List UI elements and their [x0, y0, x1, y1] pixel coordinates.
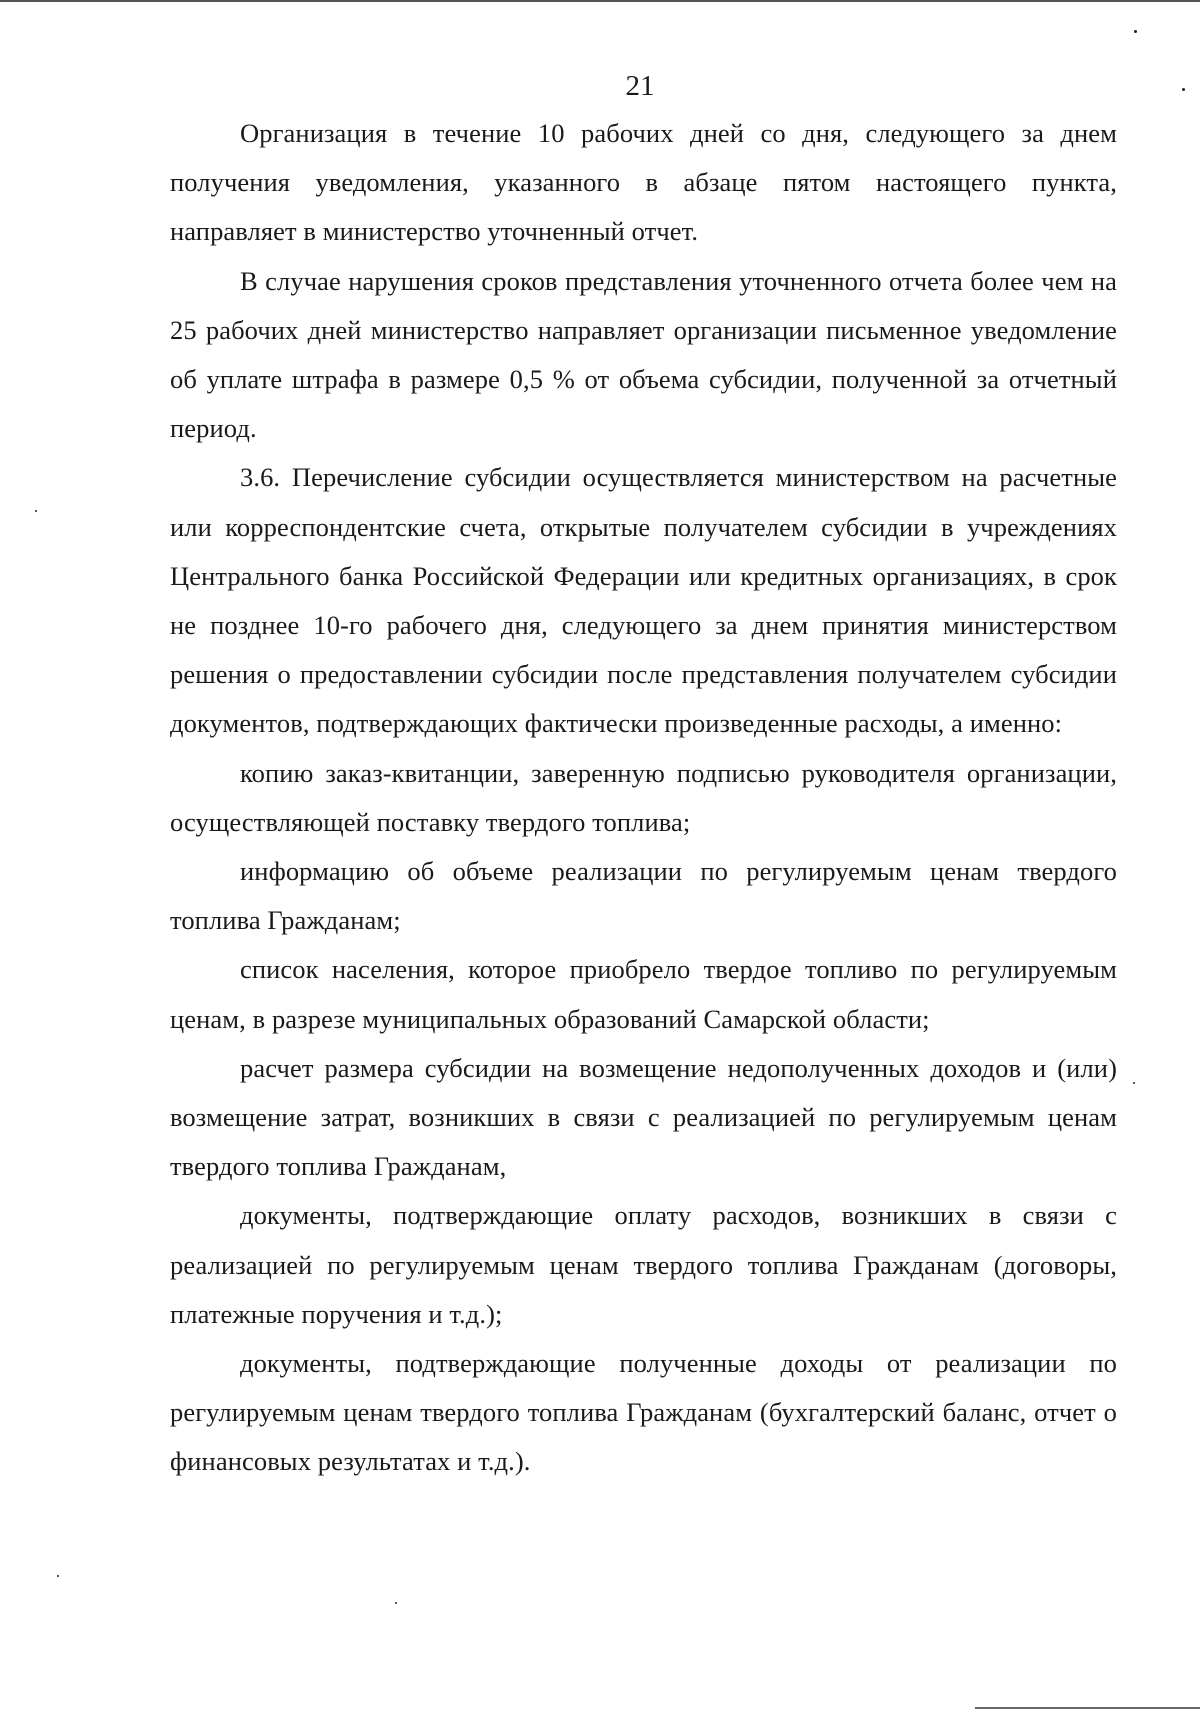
- scan-speck: [395, 1602, 397, 1604]
- scan-speck: [35, 510, 37, 512]
- scan-speck: [57, 1575, 59, 1577]
- paragraph: Организация в течение 10 рабочих дней со дня, следующего за днем получения уведомления, указанного в абзаце пятом настоящего пункта, направляет в министерство уточненный отчет.: [170, 118, 1117, 247]
- paragraph: список населения, которое приобрело твердое топливо по регулируемым ценам, в разрезе муниципальных образований Самарской области;: [170, 954, 1117, 1034]
- paragraph: копию заказ-квитанции, заверенную подписью руководителя организации, осуществляющей поставку твердого топлива;: [170, 757, 1117, 837]
- paragraph: документы, подтверждающие оплату расходов, возникших в связи с реализацией по регулируемым ценам твердого топлива Гражданам (договоры, платежные поручения и т.д.);: [170, 1200, 1117, 1329]
- paragraph: документы, подтверждающие полученные доходы от реализации по регулируемым ценам твердого топлива Гражданам (бухгалтерский баланс, отчет о финансовых результатах и т.д.).: [170, 1348, 1117, 1477]
- paragraph: информацию об объеме реализации по регулируемым ценам твердого топлива Гражданам;: [170, 856, 1117, 936]
- page-number: 21: [625, 70, 655, 102]
- scan-speck: [1134, 30, 1137, 33]
- paragraph: В случае нарушения сроков представления уточненного отчета более чем на 25 рабочих дней министерство направляет организации письменное уведомление об уплате штрафа в размере 0,5 % от объема субсидии, полученной за отчетный период.: [170, 265, 1117, 444]
- bottom-scan-edge: [975, 1707, 1200, 1709]
- top-scan-edge: [0, 0, 1200, 2]
- document-body: [170, 109, 1117, 1487]
- paragraph: расчет размера субсидии на возмещение недополученных доходов и (или) возмещение затрат, возникших в связи с реализацией по регулируемым ценам твердого топлива Гражданам,: [170, 1052, 1117, 1182]
- scan-speck: [1133, 1082, 1135, 1084]
- paragraph: 3.6. Перечисление субсидии осуществляется министерством на расчетные или корреспондентские счета, открытые получателем субсидии в учреждениях Центрального банка Российской Федерации или кредитных организациях, в срок не позднее 10-го рабочего дня, следующего за днем принятия министерством решения о предоставлении субсидии после представления получателем субсидии документов, подтверждающих фактически произведенные расходы, а именно:: [170, 462, 1117, 739]
- scan-speck: [1182, 88, 1185, 91]
